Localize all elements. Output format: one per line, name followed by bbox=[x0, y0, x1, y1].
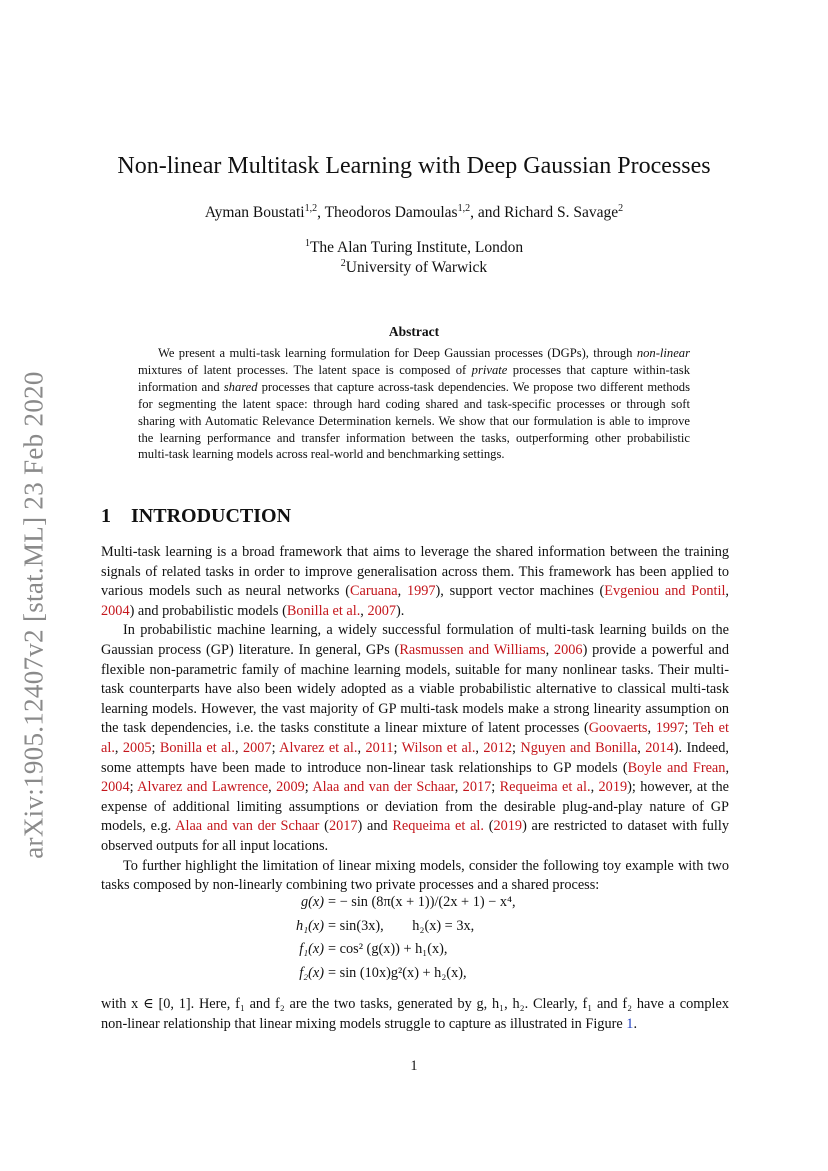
equation-lhs: h₁(x) bbox=[296, 917, 324, 934]
section-number: 1 bbox=[101, 505, 111, 527]
paragraph-text: , bbox=[397, 583, 407, 600]
citation-link[interactable]: Requeima et al. bbox=[392, 818, 484, 835]
citation-link[interactable]: 2007 bbox=[242, 739, 272, 756]
citation-link[interactable]: 2006 bbox=[553, 641, 583, 658]
abstract-text: mixtures of latent processes. The latent space is composed of bbox=[138, 362, 472, 377]
paragraph-text: ) and bbox=[357, 818, 393, 835]
paper-title: Non-linear Multitask Learning with Deep Gaussian Processes bbox=[117, 153, 711, 179]
citation-link[interactable]: 2014 bbox=[645, 739, 674, 756]
paragraph-text: ( bbox=[483, 818, 494, 835]
paragraph-text: , bbox=[357, 739, 366, 756]
abstract-emphasis: private bbox=[471, 362, 508, 377]
citation-link[interactable]: 1997 bbox=[655, 720, 685, 737]
equation-rhs: = sin(3x), h₂(x) = 3x, bbox=[328, 917, 475, 934]
paragraph-text: ; bbox=[491, 779, 500, 796]
citation-link[interactable]: 2017 bbox=[328, 818, 358, 835]
author-name: Theodoros Damoulas bbox=[324, 204, 458, 221]
paragraph-text: , bbox=[360, 602, 368, 619]
citation-link[interactable]: Boyle and Frean bbox=[627, 759, 726, 776]
citation-link[interactable]: Bonilla et al. bbox=[159, 739, 235, 756]
arxiv-identifier-text: arXiv:1905.12407v2 [stat.ML] 23 Feb 2020 bbox=[18, 371, 49, 859]
paragraph-text: In probabilistic machine learning, a widely successful formulation of multi-task learning builds on the Gaussian process (GP) literature. In general, GPs ( bbox=[101, 622, 729, 658]
equation-lhs: g(x) bbox=[300, 894, 324, 910]
paragraph-text: , bbox=[725, 583, 729, 600]
paragraph-text: , bbox=[545, 641, 554, 658]
citation-link[interactable]: Evgeniou and Pontil bbox=[604, 583, 726, 600]
equation-rhs: = sin (10x)g²(x) + h₂(x), bbox=[328, 964, 467, 981]
paragraph-text: ; bbox=[271, 739, 280, 756]
equation-row bbox=[281, 962, 516, 986]
paragraph-text: , bbox=[268, 779, 277, 796]
equation-lhs: f₁(x) bbox=[299, 941, 324, 958]
closing-text: with x ∈ [0, 1]. Here, f₁ and f₂ are the two tasks, generated by g, h₁, h₂. Clearly, f₁ and f₂ have a complex non-linear relationship that linear mixing models struggle to capture as illustrated in Figure bbox=[101, 996, 729, 1032]
citation-link[interactable]: Wilson et al. bbox=[401, 739, 476, 756]
affiliation bbox=[0, 239, 828, 257]
citation-link[interactable]: 2004 bbox=[101, 779, 130, 796]
affiliation-mark: 1 bbox=[304, 238, 310, 249]
citation-link[interactable]: 2019 bbox=[493, 818, 523, 835]
paragraph-text: ) and probabilistic models ( bbox=[129, 602, 287, 619]
affiliation bbox=[0, 259, 828, 277]
paragraph-text: , bbox=[637, 739, 646, 756]
author-separator: , bbox=[317, 204, 325, 221]
paragraph bbox=[101, 543, 729, 621]
paragraph-text: , bbox=[647, 720, 656, 737]
equation-row bbox=[281, 891, 516, 915]
paragraph-text: ). bbox=[396, 602, 405, 619]
citation-link[interactable]: Nguyen and Bonilla bbox=[520, 739, 638, 756]
paragraph-text: ; bbox=[684, 720, 693, 737]
section-title: INTRODUCTION bbox=[131, 505, 292, 527]
paragraph-text: ; bbox=[129, 779, 138, 796]
closing-paragraph bbox=[101, 995, 729, 1034]
paragraph-text: ), support vector machines ( bbox=[435, 583, 605, 600]
paragraph-text: To further highlight the limitation of linear mixing models, consider the following toy example with two tasks composed by non-linearly combining two private processes and a shared process: bbox=[101, 857, 729, 894]
citation-link[interactable]: Bonilla et al. bbox=[286, 602, 361, 619]
citation-link[interactable]: Goovaerts bbox=[588, 720, 648, 737]
paragraph-text: ; bbox=[151, 739, 160, 756]
paragraph-text: , bbox=[590, 779, 599, 796]
citation-link[interactable]: 2005 bbox=[122, 739, 152, 756]
citation-link[interactable]: 2004 bbox=[101, 602, 130, 619]
citation-link[interactable]: 2019 bbox=[598, 779, 628, 796]
page-number: 1 bbox=[410, 1058, 418, 1074]
figure-reference-link[interactable]: 1 bbox=[626, 1015, 634, 1032]
paragraph-text: ); however, at the expense of additional limiting assumptions or deviation from the desirable plug-and-play nature of GP models, e.g. bbox=[101, 779, 730, 835]
paragraph-text: ( bbox=[319, 818, 329, 835]
paragraph-text: ). Indeed, some attempts have been made to introduce non-linear task relationships to GP models ( bbox=[101, 739, 729, 776]
arxiv-identifier bbox=[16, 355, 52, 875]
abstract-text: We present a multi-task learning formulation for Deep Gaussian processes (DGPs), through bbox=[158, 346, 637, 360]
section-heading bbox=[101, 505, 291, 528]
paragraph bbox=[101, 857, 729, 896]
citation-link[interactable]: Alaa and van der Schaar bbox=[312, 779, 455, 796]
paragraph-text: ; bbox=[511, 739, 521, 756]
citation-link[interactable]: Alvarez and Lawrence bbox=[137, 779, 269, 796]
citation-link[interactable]: Teh et al. bbox=[101, 720, 729, 756]
equation-rhs: = − sin (8π(x + 1))/(2x + 1) − x⁴, bbox=[328, 894, 516, 910]
paragraph-text: ) are restricted to dataset with fully observed outputs for all input locations. bbox=[101, 818, 729, 854]
citation-link[interactable]: Rasmussen and Williams bbox=[399, 641, 546, 658]
author-affiliation-mark: 1,2 bbox=[457, 203, 471, 214]
abstract-emphasis: non-linear bbox=[636, 346, 690, 360]
author-name: Ayman Boustati bbox=[204, 204, 305, 221]
author-affiliation-mark: 1,2 bbox=[304, 203, 318, 214]
paragraph-text: , bbox=[235, 739, 243, 756]
citation-link[interactable]: 2011 bbox=[365, 739, 394, 756]
citation-link[interactable]: Requeima et al. bbox=[499, 779, 591, 796]
citation-link[interactable]: 2012 bbox=[483, 739, 512, 756]
abstract-body bbox=[138, 345, 690, 463]
paragraph-text: ; bbox=[304, 779, 313, 796]
citation-link[interactable]: 2017 bbox=[462, 779, 492, 796]
affiliation-name: The Alan Turing Institute, London bbox=[309, 239, 524, 256]
citation-link[interactable]: 2007 bbox=[367, 602, 397, 619]
author-name: Richard S. Savage bbox=[504, 204, 619, 221]
paragraph-text: , bbox=[725, 759, 730, 776]
citation-link[interactable]: Alvarez et al. bbox=[279, 739, 358, 756]
paragraph-text: , bbox=[475, 739, 484, 756]
citation-link[interactable]: 1997 bbox=[406, 583, 436, 600]
paragraph-text: , bbox=[454, 779, 463, 796]
abstract-text: processes that capture across-task dependencies. We propose two different methods for segmenting the latent space: through hard coding shared and task-specific processes or through soft sharing with Automatic Relevance Determination kernels. We show that our formulation is able to improve the learning performance and transfer information between the tasks, outperforming other probabilistic multi-task learning models across real-world and benchmarking settings. bbox=[138, 379, 690, 462]
equation-row bbox=[281, 938, 516, 962]
introduction-body bbox=[101, 543, 729, 896]
abstract-text: processes that capture within-task information and bbox=[138, 362, 690, 394]
paragraph bbox=[101, 621, 729, 856]
author-affiliation-mark: 2 bbox=[618, 203, 624, 214]
citation-link[interactable]: Caruana bbox=[349, 583, 398, 600]
equation-row bbox=[281, 915, 516, 939]
paragraph-text: Multi-task learning is a broad framework that aims to leverage the shared information between the training signals of related tasks in order to improve generalisation across them. This framework has been applied to various models such as neural networks ( bbox=[101, 544, 729, 600]
citation-link[interactable]: 2009 bbox=[276, 779, 305, 796]
equation-lhs: f₂(x) bbox=[299, 964, 324, 981]
author-separator: , and bbox=[470, 204, 505, 221]
closing-text: . bbox=[633, 1015, 638, 1032]
affiliation-mark: 2 bbox=[340, 258, 346, 269]
author-list bbox=[0, 204, 828, 222]
equation-block bbox=[281, 891, 516, 985]
paragraph-text: ; bbox=[393, 739, 402, 756]
abstract-emphasis: shared bbox=[223, 379, 258, 394]
citation-link[interactable]: Alaa and van der Schaar bbox=[175, 818, 320, 835]
paragraph-text: ) provide a powerful and flexible non-parametric family of machine learning models, suitable for many nonlinear tasks. Their multi-task counterparts have also been widely adopted as a viable probabilistic alternative to classical multi-task learning models. However, the vast majority of GP multi-task models make a strong linearity assumption on the task dependencies, i.e. the tasks constitute a linear mixture of latent processes ( bbox=[101, 641, 729, 737]
affiliation-name: University of Warwick bbox=[345, 259, 488, 276]
paragraph-text: , bbox=[114, 739, 123, 756]
equation-rhs: = cos² (g(x)) + h₁(x), bbox=[328, 941, 448, 958]
abstract-heading: Abstract bbox=[388, 324, 440, 339]
